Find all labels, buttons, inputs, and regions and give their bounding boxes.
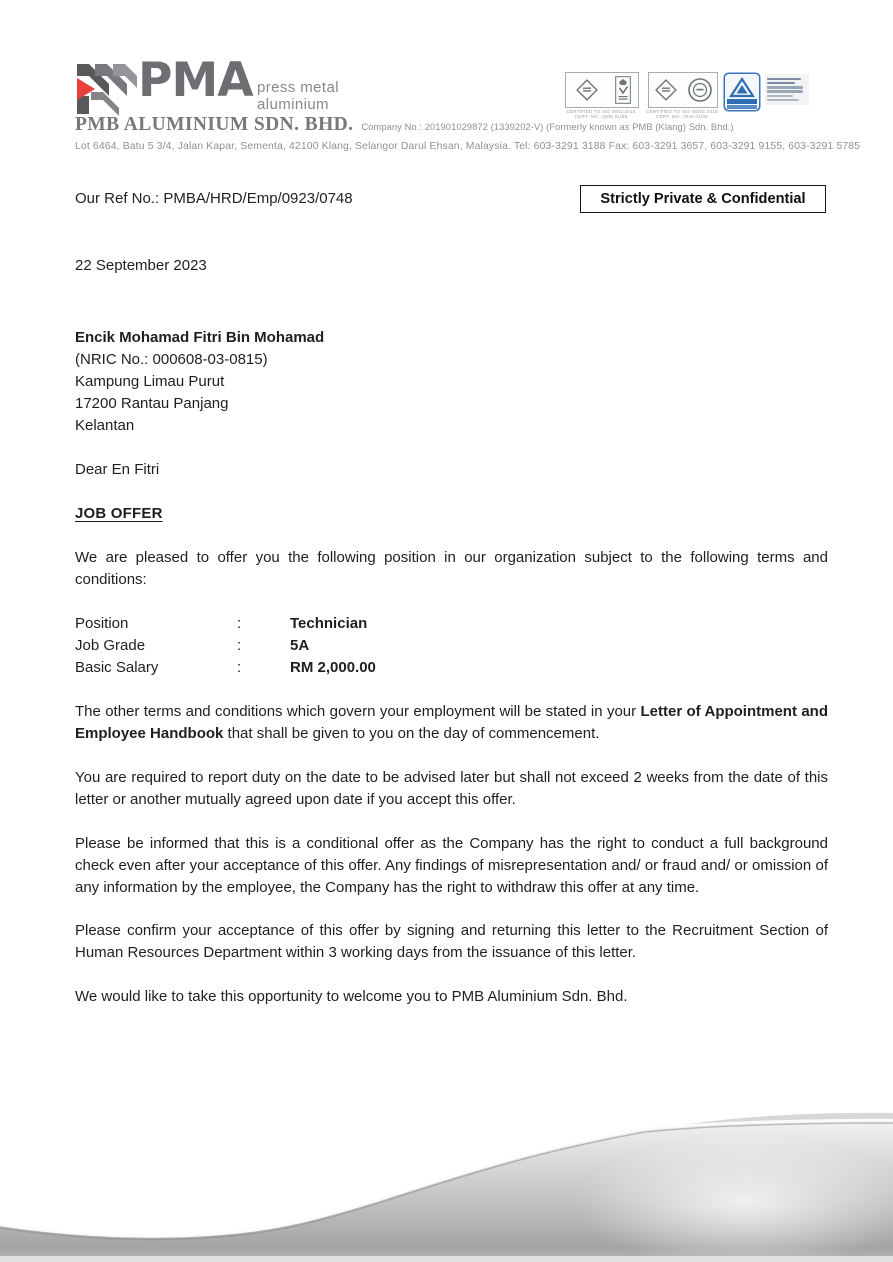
tagline-line2: aluminium xyxy=(257,96,329,113)
iso45001-badge xyxy=(648,72,718,108)
logo-tagline xyxy=(257,79,339,113)
recipient-name: Encik Mohamad Fitri Bin Mohamad xyxy=(75,329,325,346)
iso9001-badge xyxy=(565,72,639,108)
salutation: Dear En Fitri xyxy=(75,461,160,478)
metallic-swoosh-decoration xyxy=(0,1112,893,1262)
table-row: Position : Technician xyxy=(75,615,368,632)
safety-system-diamond-icon xyxy=(653,77,679,103)
subject-heading: JOB OFFER xyxy=(75,505,163,522)
pma-chevron-logo-icon xyxy=(75,62,137,116)
reference-number: Our Ref No.: PMBA/HRD/Emp/0923/0748 xyxy=(75,190,353,207)
intro-paragraph: We are pleased to offer you the following position in our organization subject to the following terms and conditions: xyxy=(75,549,828,588)
tuv-certificate-text-block xyxy=(765,74,809,105)
iqnet-ring-icon xyxy=(687,77,713,103)
body-paragraph: Please confirm your acceptance of this offer by signing and returning this letter to the Recruitment Section of Human Resources Department within 3 working days from the issuance of this letter. xyxy=(75,922,828,961)
company-name: PMB ALUMINIUM SDN. BHD. xyxy=(75,114,354,135)
recipient-block xyxy=(75,327,828,437)
body-paragraph: Please be informed that this is a conditional offer as the Company has the right to conduct a full background check even after your acceptance of this offer. Any findings of misrepresentation and/ or fraud and/ or omission of any information by the employee, the Company has the right to withdraw this offer at any time. xyxy=(75,835,828,896)
closing-paragraph: We would like to take this opportunity to welcome you to PMB Aluminium Sdn. Bhd. xyxy=(75,988,628,1005)
company-registration-number: Company No.: 201901029872 (1339202-V) (Formerly known as PMB (Klang) Sdn. Bhd.) xyxy=(361,122,734,132)
offer-details-table xyxy=(75,613,828,679)
letter-body xyxy=(75,255,828,1008)
quality-system-diamond-icon xyxy=(574,77,600,103)
company-address: Lot 6464, Batu 5 3/4, Jalan Kapar, Sementa, 42100 Klang, Selangor Darul Ehsan, Malaysia. Tel: 603-3291 3188 Fax: 603-3291 3657, 603-3291 9155, 603-3291 5785 xyxy=(75,141,861,152)
body-paragraph: You are required to report duty on the date to be advised later but shall not exceed 2 weeks from the date of this letter or another mutually agreed upon date if you accept this offer. xyxy=(75,769,828,808)
body-paragraph: The other terms and conditions which govern your employment will be stated in your Letter of Appointment and Employee Handbook that shall be given to you on the day of commencement. xyxy=(75,703,828,742)
recipient-address-line: 17200 Rantau Panjang xyxy=(75,395,229,412)
confidential-stamp: Strictly Private & Confidential xyxy=(580,185,826,213)
table-row: Basic Salary : RM 2,000.00 xyxy=(75,659,376,676)
logo-pma-text: PMA xyxy=(138,53,253,108)
tuv-triangle-badge-icon xyxy=(723,72,761,112)
ukas-mark-icon xyxy=(615,76,631,104)
tagline-line1: press metal xyxy=(257,79,339,96)
iso9001-caption: CERTIFIED TO ISO 9001:2015 CERT. NO.: QMS 01/09 xyxy=(566,109,636,120)
letter-date: 22 September 2023 xyxy=(75,257,207,274)
recipient-nric: (NRIC No.: 000608-03-0815) xyxy=(75,351,268,368)
recipient-address-line: Kampung Limau Purut xyxy=(75,373,225,390)
recipient-address-line: Kelantan xyxy=(75,417,135,434)
table-row: Job Grade : 5A xyxy=(75,637,310,654)
iso45001-caption: CERTIFIED TO ISO 45001:2018 CERT. NO.: OHS 01/08 xyxy=(646,109,718,120)
